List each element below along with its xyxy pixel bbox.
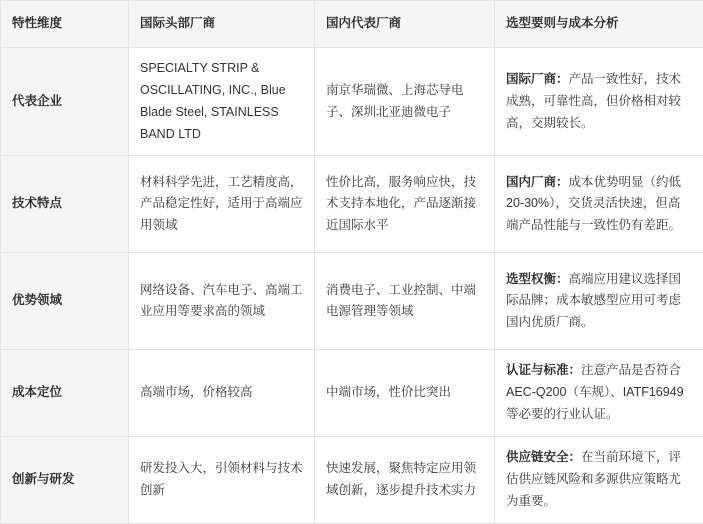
table-header <box>1 1 703 48</box>
cell-analysis <box>495 350 703 437</box>
analysis-text: 注意产品是否符合AEC-Q200（车规）、IATF16949等必要的行业认证。 <box>506 363 684 421</box>
cell-domestic: 中端市场，性价比突出 <box>315 350 495 437</box>
analysis-lead: 选型权衡： <box>506 272 569 286</box>
analysis-text: 高端应用建议选择国际品牌；成本敏感型应用可考虑国内优质厂商。 <box>506 272 681 330</box>
analysis-text: 成本优势明显（约低20-30%），交货灵活快速，但高端产品性能与一致性仍有差距。 <box>506 175 681 233</box>
cell-international: 高端市场，价格较高 <box>129 350 315 437</box>
table-row <box>1 437 703 524</box>
analysis-lead: 供应链安全： <box>506 450 581 464</box>
cell-domestic: 性价比高，服务响应快，技术支持本地化，产品逐渐接近国际水平 <box>315 156 495 253</box>
column-header-international: 国际头部厂商 <box>129 1 315 48</box>
row-header-dimension: 优势领域 <box>1 253 129 350</box>
cell-analysis <box>495 253 703 350</box>
row-header-dimension: 代表企业 <box>1 47 129 156</box>
cell-international: 材料科学先进，工艺精度高，产品稳定性好，适用于高端应用领域 <box>129 156 315 253</box>
cell-international: SPECIALTY STRIP & OSCILLATING, INC., Blue Blade Steel, STAINLESS BAND LTD <box>129 47 315 156</box>
analysis-text: 在当前环境下，评估供应链风险和多源供应策略尤为重要。 <box>506 450 681 508</box>
cell-domestic: 快速发展，聚焦特定应用领域创新，逐步提升技术实力 <box>315 437 495 524</box>
column-header-domestic: 国内代表厂商 <box>315 1 495 48</box>
analysis-lead: 国际厂商： <box>506 72 569 86</box>
analysis-lead: 国内厂商： <box>506 175 569 189</box>
table-body <box>1 47 703 523</box>
row-header-dimension: 创新与研发 <box>1 437 129 524</box>
table-row <box>1 350 703 437</box>
analysis-lead: 认证与标准： <box>506 363 581 377</box>
cell-international: 网络设备、汽车电子、高端工业应用等要求高的领域 <box>129 253 315 350</box>
column-header-dimension: 特性维度 <box>1 1 129 48</box>
cell-analysis <box>495 156 703 253</box>
cell-international: 研发投入大，引领材料与技术创新 <box>129 437 315 524</box>
table-row <box>1 253 703 350</box>
cell-analysis <box>495 47 703 156</box>
cell-analysis <box>495 437 703 524</box>
analysis-text: 产品一致性好，技术成熟，可靠性高，但价格相对较高，交期较长。 <box>506 72 681 130</box>
header-row <box>1 1 703 48</box>
cell-domestic: 消费电子、工业控制、中端电源管理等领域 <box>315 253 495 350</box>
row-header-dimension: 技术特点 <box>1 156 129 253</box>
row-header-dimension: 成本定位 <box>1 350 129 437</box>
table-row <box>1 156 703 253</box>
column-header-analysis: 选型要则与成本分析 <box>495 1 703 48</box>
cell-domestic: 南京华瑞微、上海芯导电子、深圳北亚迪微电子 <box>315 47 495 156</box>
table-row <box>1 47 703 156</box>
